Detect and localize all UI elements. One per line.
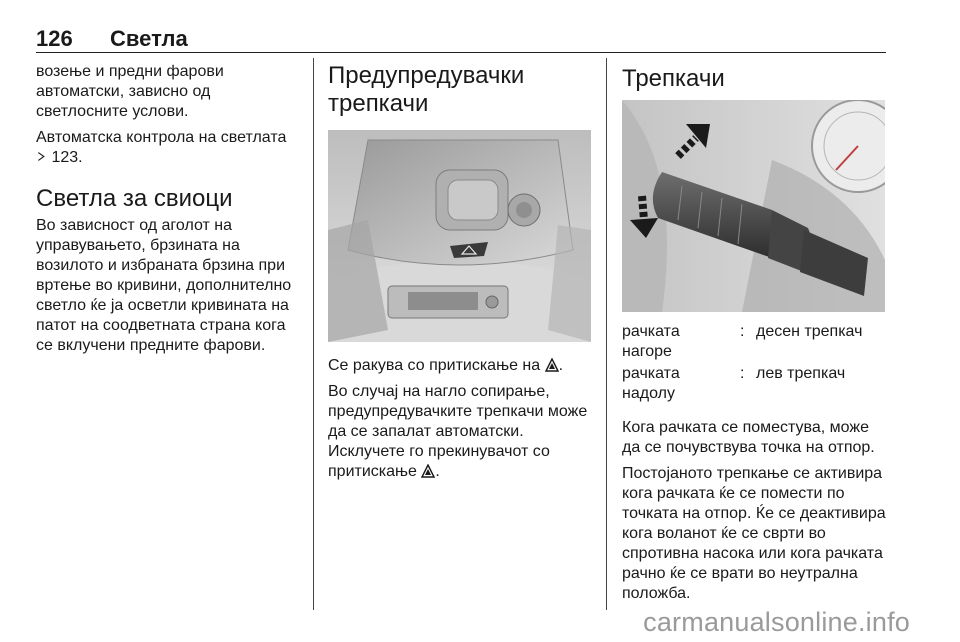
paragraph-continued: возење и предни фарови автоматски, зависно од светлосните услови.: [36, 63, 224, 120]
overhead-console-image: [328, 130, 591, 342]
paragraph-hazard-auto: Во случај на нагло сопирање, предупредувачките трепкачи може да се запалат автоматски. Исклучете го прекинувачот со притискање .: [328, 383, 588, 480]
hazard-triangle-icon: [421, 464, 435, 478]
column-2: [328, 62, 598, 488]
turn-signals-heading: Трепкачи: [622, 65, 725, 92]
hazard-triangle-icon: [545, 358, 559, 372]
paragraph-resistance: Кога рачката се поместува, може да се почувствува точка на отпор.: [622, 419, 875, 456]
def-term: рачката нагоре: [622, 323, 680, 360]
column-divider-2: [606, 58, 607, 610]
page-reference[interactable]: 123.: [51, 149, 83, 166]
turn-signal-stalk-illustration: [622, 100, 885, 312]
page-header: [36, 26, 886, 54]
column-3: [622, 62, 888, 610]
def-separator: :: [740, 323, 745, 340]
def-term: рачката надолу: [622, 365, 680, 402]
cornering-lights-heading: Светла за свиоци: [36, 185, 233, 212]
indicator-stalk-image: [622, 100, 885, 312]
section-title: Светла: [110, 26, 188, 51]
column-divider-1: [313, 58, 314, 610]
paragraph-continuous-flash: Постојаното трепкање се активира кога рачката ќе се помести по точката на отпор. Ќе се деактивира кога воланот ќе се сврти во спротивна насока или кога рачката рачно ќе се врати во неутрална положба.: [622, 465, 886, 602]
arrow-reference-icon: [36, 150, 47, 163]
hazard-switch-illustration: [328, 130, 591, 342]
paragraph-auto-control: Автоматска контрола на светлата 123.: [36, 129, 287, 166]
def-description: лев трепкач: [756, 365, 846, 382]
def-separator: :: [740, 365, 745, 382]
hazard-lights-heading: Предупредувачки трепкачи: [328, 62, 525, 117]
paragraph-cornering: Во зависност од аголот на управувањето, брзината на возилото и избраната брзина при вртење во кривини, дополнително светло ќе ја осветли кривината на патот на соодветната страна кога се вклучени предните фарови.: [36, 217, 292, 354]
watermark: carmanualsonline.info: [643, 607, 910, 637]
header-rule: [36, 52, 886, 53]
def-description: десен трепкач: [756, 323, 863, 340]
page-number: 126: [36, 26, 73, 51]
paragraph-hazard-operation: Се ракува со притискање на .: [328, 357, 564, 374]
column-1: [36, 62, 298, 362]
stalk-definitions: [622, 322, 888, 404]
